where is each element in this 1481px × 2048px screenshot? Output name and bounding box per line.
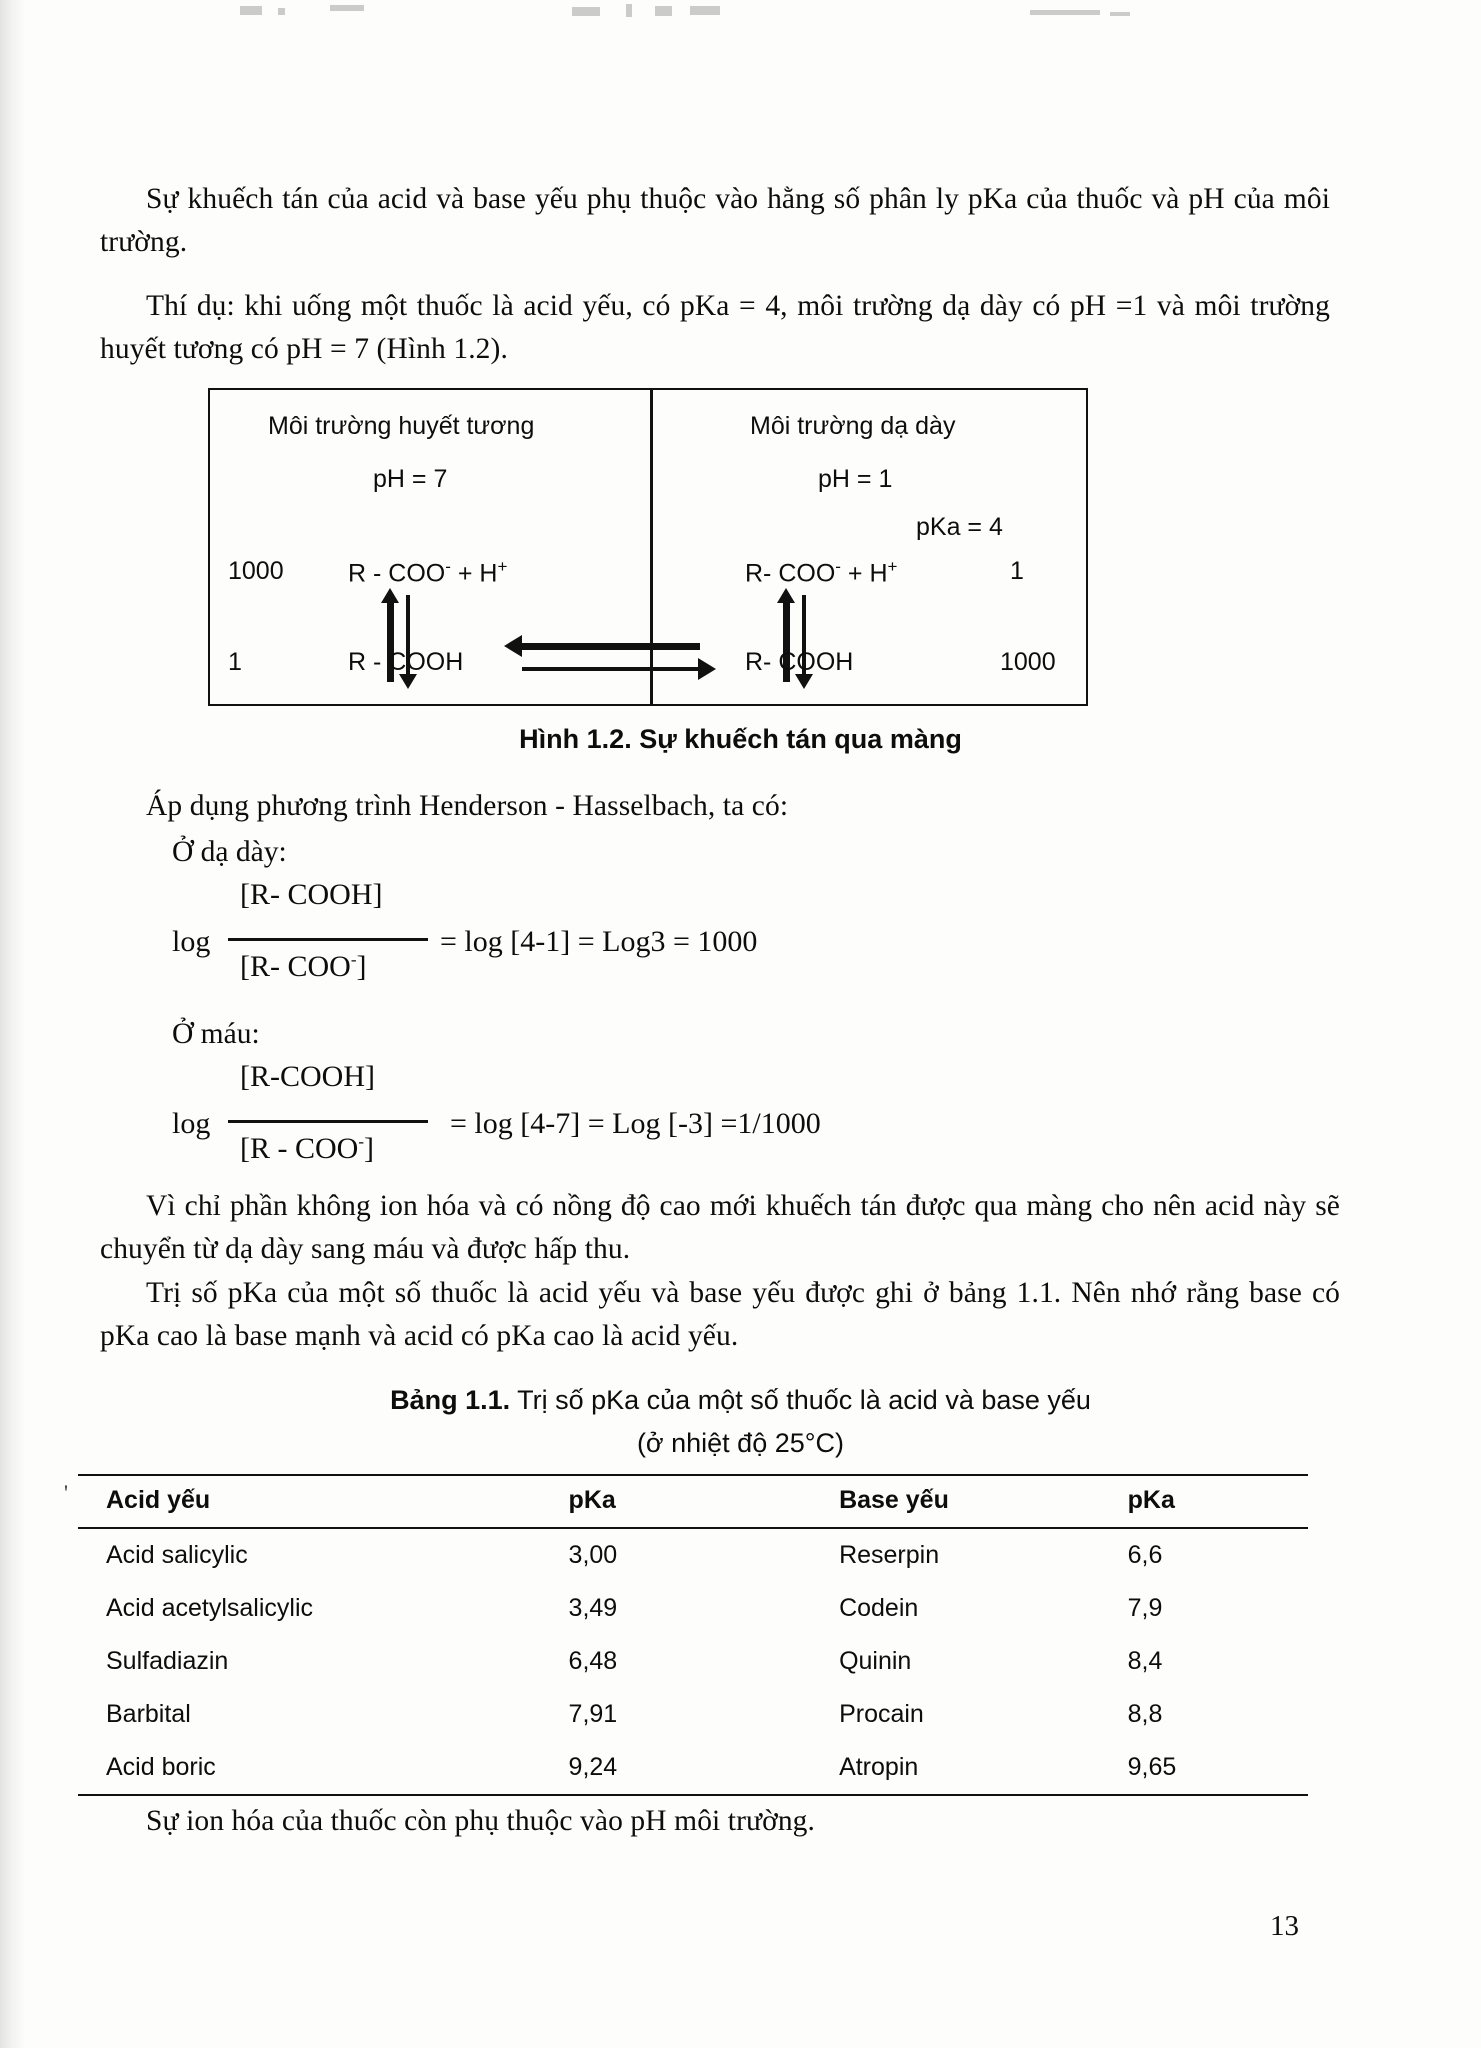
equation-stomach-log: log — [172, 925, 211, 958]
equation-blood-log: log — [172, 1107, 211, 1140]
table-header-acid-name: Acid yếu — [78, 1475, 569, 1528]
paragraph-example — [100, 285, 1330, 371]
equation-blood-label: Ở máu: — [172, 1018, 260, 1050]
figure-right-neutral-ratio: 1000 — [1000, 648, 1056, 676]
paragraph-6-text: Sự ion hóa của thuốc còn phụ thuộc vào pH môi trường. — [146, 1805, 815, 1837]
paragraph-2-text: Thí dụ: khi uống một thuốc là acid yếu, có pKa = 4, môi trường dạ dày có pH =1 và môi trường huyết tương có pH = 7 (Hình 1.2). — [100, 290, 1330, 365]
figure-right-arrow-up-head — [777, 588, 795, 603]
pka-table — [78, 1474, 1308, 1796]
equation-blood-fraction-bar — [228, 1120, 428, 1123]
page-edge-shadow — [0, 0, 26, 2048]
equation-blood-denominator-main: [R - COO — [240, 1132, 359, 1165]
figure-right-title: Môi trường dạ dày — [750, 412, 956, 440]
figure-caption-text: Sự khuếch tán qua màng — [639, 724, 962, 754]
cell-base-name: Codein — [839, 1594, 919, 1622]
equation-blood — [172, 1060, 1032, 1190]
figure-right-proton-charge: + — [887, 557, 898, 576]
cell-base-name: Atropin — [839, 1741, 1128, 1795]
equation-blood-denominator — [240, 1132, 374, 1166]
table-header-base-name: Base yếu — [839, 1475, 1128, 1528]
figure-transfer-arrow-right-shaft — [522, 667, 700, 671]
table-header-base-pka: pKa — [1128, 1475, 1308, 1528]
equation-blood-numerator: [R-COOH] — [240, 1060, 375, 1093]
cell-acid-pka: 3,00 — [568, 1541, 618, 1569]
equation-stomach-denominator — [240, 950, 367, 984]
figure-left-proton-charge: + — [497, 557, 508, 576]
figure-caption — [0, 724, 1481, 755]
table-header-row — [78, 1475, 1308, 1528]
cell-acid-name: Barbital — [106, 1700, 191, 1728]
figure-left-ion-ratio: 1000 — [228, 557, 284, 585]
table-header-acid-pka: pKa — [569, 1475, 840, 1528]
cell-acid-pka: 7,91 — [568, 1700, 618, 1728]
equation-blood-denominator-tail: ] — [364, 1132, 375, 1165]
table-row — [78, 1741, 1308, 1795]
paragraph-diffusion-intro — [100, 178, 1330, 264]
figure-transfer-arrow-left-shaft — [522, 643, 700, 650]
figure-left-title: Môi trường huyết tương — [268, 412, 535, 440]
cell-acid-name: Sulfadiazin — [106, 1647, 229, 1675]
cell-base-name: Procain — [839, 1700, 924, 1728]
figure-left-arrow-up-head — [381, 588, 399, 603]
figure-left-ph: pH = 7 — [373, 465, 448, 493]
figure-left-ion-plus: + H — [450, 559, 498, 588]
paragraph-1-text: Sự khuếch tán của acid và base yếu phụ thuộc vào hằng số phân ly pKa của thuốc và pH của môi trường. — [100, 183, 1330, 258]
figure-center-divider — [650, 390, 653, 704]
equation-stomach — [172, 878, 1032, 1008]
cell-base-pka: 9,65 — [1128, 1741, 1308, 1795]
figure-left-neutral-species: R - COOH — [348, 648, 464, 676]
equation-stomach-result: = log [4-1] = Log3 = 1000 — [440, 925, 758, 958]
equation-stomach-fraction-bar — [228, 938, 428, 941]
cell-acid-pka: 3,49 — [568, 1594, 618, 1622]
equation-stomach-numerator: [R- COOH] — [240, 878, 383, 911]
cell-base-name: Reserpin — [839, 1541, 940, 1569]
paragraph-henderson — [100, 785, 1330, 828]
figure-right-neutral-species: R- COOH — [745, 648, 854, 676]
scan-artifact-strip — [0, 0, 1481, 26]
paragraph-5-text: Trị số pKa của một số thuốc là acid yếu và base yếu được ghi ở bảng 1.1. Nên nhớ rằng base có pKa cao là base mạnh và acid có pKa cao là acid yếu. — [100, 1277, 1340, 1352]
cell-acid-name: Acid salicylic — [106, 1541, 248, 1569]
table-row — [78, 1635, 1308, 1688]
equation-stomach-denominator-main: [R- COO — [240, 950, 351, 983]
table-title — [0, 1385, 1481, 1416]
paragraph-4-text: Vì chỉ phần không ion hóa và có nồng độ cao mới khuếch tán được qua màng cho nên acid này sẽ chuyển từ dạ dày sang máu và được hấp thu. — [100, 1190, 1340, 1265]
figure-right-ion-species — [745, 557, 897, 588]
table-subtitle: (ở nhiệt độ 25°C) — [636, 1428, 845, 1458]
equation-stomach-label: Ở dạ dày: — [172, 836, 287, 868]
figure-right-ion-charge: - — [835, 557, 841, 576]
figure-left-ion-species — [348, 557, 507, 588]
table-row — [78, 1528, 1308, 1582]
cell-acid-pka: 9,24 — [569, 1741, 840, 1795]
figure-left-neutral-ratio: 1 — [228, 648, 242, 676]
figure-diffusion-diagram — [208, 388, 1088, 706]
paragraph-3-text: Áp dụng phương trình Henderson - Hasselbach, ta có: — [146, 790, 789, 822]
cell-base-pka: 6,6 — [1127, 1541, 1163, 1569]
cell-base-name: Quinin — [839, 1647, 912, 1675]
figure-right-ion-ratio: 1 — [1010, 557, 1024, 585]
cell-base-pka: 7,9 — [1127, 1594, 1163, 1622]
page-number: 13 — [1270, 1910, 1299, 1942]
figure-caption-label: Hình 1.2. — [519, 724, 632, 754]
figure-left-ion-formula: R - COO — [348, 559, 446, 588]
paragraph-pka-table-intro — [100, 1272, 1340, 1358]
table-title-label: Bảng 1.1. — [390, 1385, 511, 1415]
cell-acid-name: Acid acetylsalicylic — [106, 1594, 314, 1622]
cell-base-pka: 8,4 — [1127, 1647, 1163, 1675]
cell-acid-name: Acid boric — [78, 1741, 569, 1795]
figure-transfer-arrow-left-head — [504, 635, 522, 657]
table-body — [78, 1528, 1308, 1795]
equation-blood-result: = log [4-7] = Log [-3] =1/1000 — [450, 1107, 821, 1140]
equation-stomach-denominator-charge: - — [350, 950, 357, 969]
paragraph-nonionized — [100, 1185, 1340, 1271]
figure-right-ion-plus: + H — [840, 559, 888, 588]
figure-right-ion-formula: R- COO — [745, 559, 836, 588]
table-row — [78, 1688, 1308, 1741]
cell-acid-pka: 6,48 — [568, 1647, 618, 1675]
figure-left-ion-charge: - — [445, 557, 451, 576]
margin-tick-mark: ' — [64, 1480, 68, 1505]
figure-right-pka: pKa = 4 — [916, 513, 1003, 541]
figure-transfer-arrow-right-head — [698, 658, 716, 680]
table-title-text: Trị số pKa của một số thuốc là acid và base yếu — [517, 1385, 1091, 1415]
equation-stomach-denominator-tail: ] — [356, 950, 367, 983]
figure-right-ph: pH = 1 — [818, 465, 893, 493]
equation-blood-denominator-charge: - — [358, 1132, 365, 1151]
table-row — [78, 1582, 1308, 1635]
cell-base-pka: 8,8 — [1127, 1700, 1163, 1728]
paragraph-ionization-closing — [100, 1800, 1340, 1843]
